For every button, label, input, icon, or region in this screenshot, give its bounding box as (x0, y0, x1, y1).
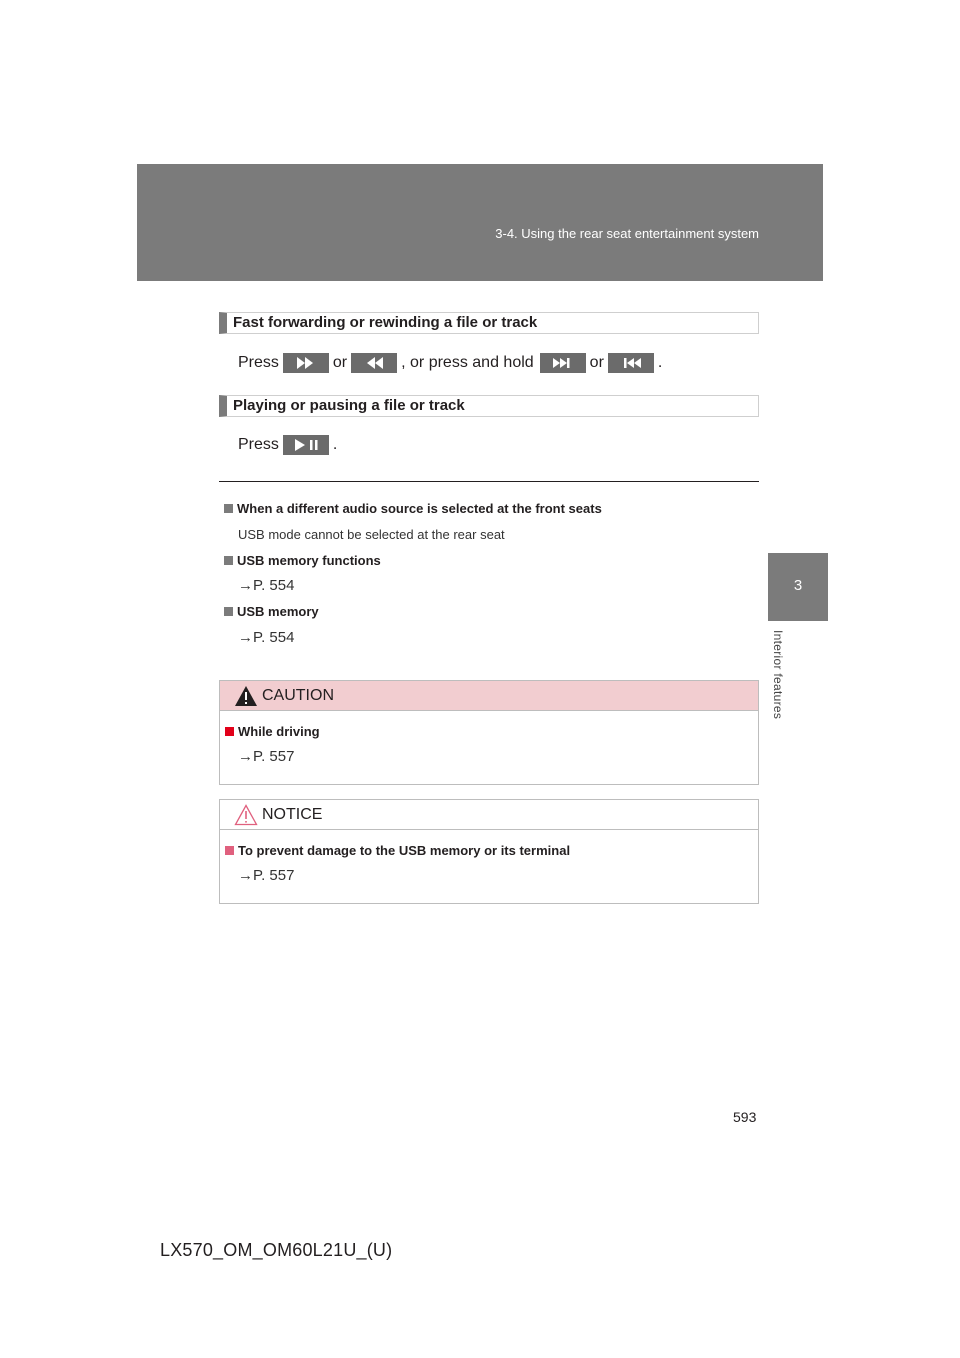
page-reference: →P. 557 (238, 867, 295, 884)
square-bullet-icon (225, 727, 234, 736)
period: . (657, 354, 663, 371)
chapter-side-label: Interior features (771, 630, 785, 720)
press-and-hold-text: , or press and hold (401, 354, 534, 371)
footer-code: LX570_OM_OM60L21U_(U) (160, 1240, 393, 1260)
section-heading-play-pause: Playing or pausing a file or track (219, 395, 759, 417)
caution-item: While driving (225, 724, 320, 739)
warning-triangle-icon (234, 685, 258, 707)
section-heading-fast-forward: Fast forwarding or rewinding a file or track (219, 312, 759, 334)
note-title-usb-functions: USB memory functions (224, 553, 381, 568)
rewind-icon (351, 353, 397, 373)
page-number: 593 (733, 1109, 757, 1125)
notice-label: NOTICE (262, 805, 323, 823)
page-reference: →P. 557 (238, 748, 295, 765)
square-bullet-icon (224, 556, 233, 565)
caution-label: CAUTION (262, 686, 334, 704)
or-word: or (589, 354, 604, 371)
page-reference: →P. 554 (238, 629, 295, 646)
header-band (137, 164, 823, 281)
play-pause-instruction (238, 434, 337, 456)
fast-forward-instruction (238, 352, 662, 374)
play-pause-icon (283, 435, 329, 455)
square-bullet-icon (224, 504, 233, 513)
press-word: Press (238, 436, 279, 453)
caution-header (220, 681, 758, 711)
note-title-usb-memory: USB memory (224, 604, 319, 619)
chapter-number: 3 (793, 577, 803, 594)
warning-triangle-outline-icon (234, 804, 258, 826)
notice-box (219, 799, 759, 904)
skip-forward-icon (540, 353, 586, 373)
or-word: or (332, 354, 348, 371)
square-bullet-icon (225, 846, 234, 855)
skip-back-icon (608, 353, 654, 373)
chapter-tab (768, 553, 828, 621)
square-bullet-icon (224, 607, 233, 616)
section-header-title: 3-4. Using the rear seat entertainment system (495, 226, 759, 241)
fast-forward-icon (283, 353, 329, 373)
press-word: Press (238, 354, 279, 371)
notice-item: To prevent damage to the USB memory or its terminal (225, 843, 570, 858)
page-reference: →P. 554 (238, 577, 295, 594)
notice-header (220, 800, 758, 830)
note-title-different-source: When a different audio source is selected at the front seats (224, 501, 602, 516)
period: . (332, 436, 338, 453)
note-body-different-source: USB mode cannot be selected at the rear seat (238, 527, 505, 542)
separator-rule (219, 481, 759, 482)
caution-box (219, 680, 759, 785)
